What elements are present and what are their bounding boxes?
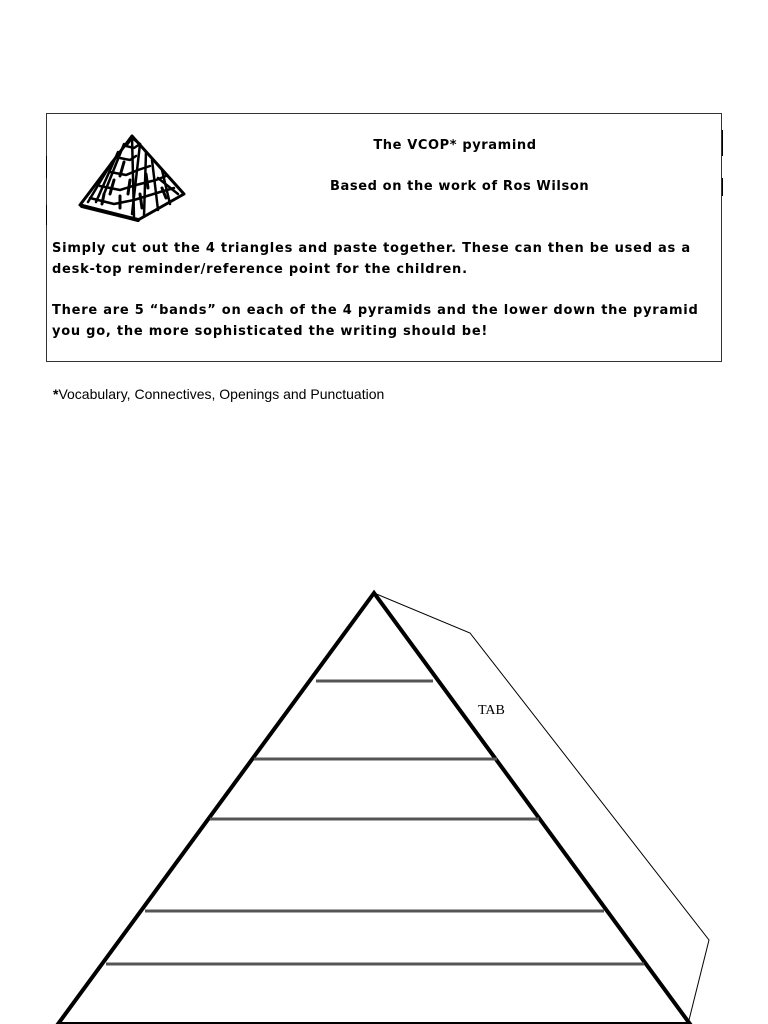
footnote	[53, 386, 384, 402]
pyramid-outline	[58, 593, 690, 1024]
left-edge-tick	[46, 156, 47, 178]
instruction-paragraph-1: Simply cut out the 4 triangles and paste together. These can then be used as a desk-top reminder/reference point for the children.	[52, 241, 691, 277]
document-title: The VCOP* pyramind	[373, 138, 537, 153]
footnote-text: Vocabulary, Connectives, Openings and Punctuation	[58, 386, 385, 402]
right-edge-tick	[722, 178, 723, 196]
left-edge-tick	[46, 205, 47, 225]
footnote-marker: *	[53, 386, 59, 402]
instruction-paragraph-2: There are 5 “bands” on each of the 4 pyramids and the lower down the pyramid you go, the more sophisticated the writing should be!	[52, 303, 699, 339]
document-subtitle: Based on the work of Ros Wilson	[330, 179, 590, 194]
pyramid-sketch-icon	[74, 132, 189, 226]
tab-label: TAB	[478, 703, 505, 718]
right-edge-tick	[722, 130, 723, 156]
pyramid-diagram	[0, 580, 768, 1024]
